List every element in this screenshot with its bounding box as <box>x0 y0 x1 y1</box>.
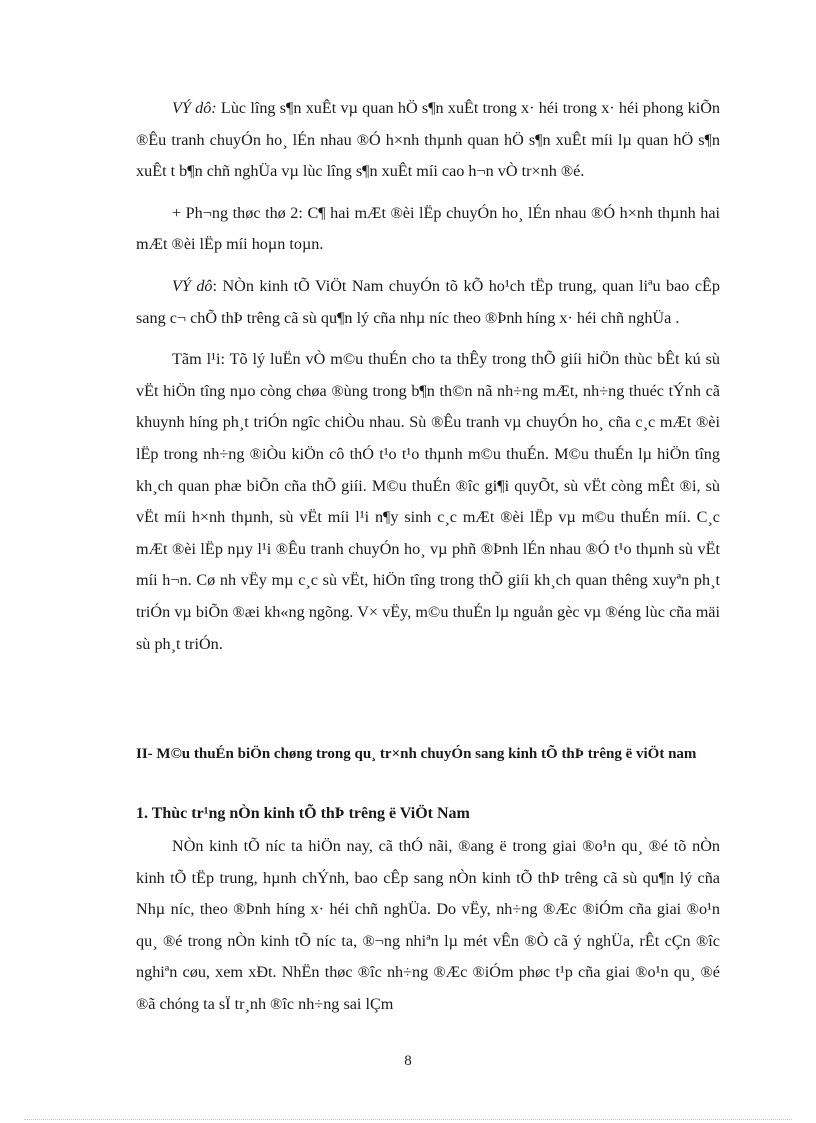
subsection-heading: 1. Thùc tr¹ng nÒn kinh tÕ thÞ trêng ë ViÖt Nam <box>136 805 470 822</box>
section-heading: II- M©u thuÉn biÖn chøng trong qu¸ tr×nh chuyÓn sang kinh tÕ thÞ trêng ë viÖt nam <box>136 746 697 762</box>
section-one-body <box>136 93 720 660</box>
example-label: VÝ dô: <box>172 99 217 117</box>
paragraph-text: Lùc lîng s¶n xuÊt vµ quan hÖ s¶n xuÊt trong x· héi trong x· héi phong kiÕn ®Êu tranh chuyÓn ho¸ lÉn nhau ®Ó h×nh thµnh quan hÖ s¶n xuÊt míi lµ quan hÖ s¶n xuÊt t b¶n chñ nghÜa vµ lùc lîng s¶n xuÊt míi cao h¬n vÒ tr×nh ®é. <box>136 99 720 181</box>
paragraph-text: : NÒn kinh tÕ ViÖt Nam chuyÓn tõ kÕ ho¹ch tËp trung, quan liªu bao cÊp sang c¬ chÕ thÞ trêng cã sù qu¶n lý cña nhµ níc theo ®Þnh híng x· héi chñ nghÜa . <box>136 276 720 327</box>
paragraph-method-2: + Ph¬ng thøc thø 2: C¶ hai mÆt ®èi lËp chuyÓn ho¸ lÉn nhau ®Ó h×nh thµnh hai mÆt ®èi lËp míi hoµn toµn. <box>136 203 720 254</box>
paragraph-current-state: NÒn kinh tÕ níc ta hiÖn nay, cã thÓ nãi, ®ang ë trong giai ®o¹n qu¸ ®é tõ nÒn kinh tÕ tËp trung, hµnh chÝnh, bao cÊp sang nÒn kinh tÕ thÞ trêng cã sù qu¶n lý cña Nhµ níc, theo ®Þnh híng x· héi chñ nghÜa. Do vËy, nh÷ng ®Æc ®iÓm cña giai ®o¹n qu¸ ®é trong nÒn kinh tÕ níc ta, ®¬ng nhiªn lµ mét vÊn ®Ò cã ý nghÜa, rÊt cÇn ®îc nghiªn cøu, xem xÐt. NhËn thøc ®îc nh÷ng ®Æc ®iÓm phøc t¹p cña giai ®o¹n qu¸ ®é ®ã chóng ta sÏ tr¸nh ®îc nh÷ng sai lÇm <box>136 837 720 1013</box>
paragraph-example-2 <box>136 271 720 334</box>
example-label: VÝ dô <box>172 276 213 295</box>
page-bottom-border <box>24 1119 792 1120</box>
paragraph-example-1 <box>136 93 720 188</box>
page-number: 8 <box>404 1053 412 1069</box>
paragraph-summary: Tãm l¹i: Tõ lý luËn vÒ m©u thuÉn cho ta thÊy trong thÕ giíi hiÖn thùc bÊt kú sù vËt hiÖn tîng nµo còng chøa ®ùng trong b¶n th©n nã nh÷ng mÆt, nh÷ng thuéc tÝnh cã khuynh híng ph¸t triÓn ngîc chiÒu nhau. Sù ®Êu tranh vµ chuyÓn ho¸ cña c¸c mÆt ®èi lËp trong nh÷ng ®iÒu kiÖn cô thÓ t¹o t¹o thµnh m©u thuÉn. M©u thuÉn lµ hiÖn tîng kh¸ch quan phæ biÕn cña thÕ giíi. M©u thuÉn ®îc gi¶i quyÕt, sù vËt còng mÊt ®i, sù vËt míi h×nh thµnh, sù vËt míi l¹i n¶y sinh c¸c mÆt ®èi lËp vµ m©u thuÉn míi. C¸c mÆt ®èi lËp nµy l¹i ®Êu tranh chuyÓn ho¸ vµ phñ ®Þnh lÉn nhau ®Ó t¹o thµnh sù vËt míi h¬n. Cø nh vËy mµ c¸c sù vËt, hiÖn tîng trong thÕ giíi kh¸ch quan thêng xuyªn ph¸t triÓn vµ biÕn ®æi kh«ng ngõng. V× vËy, m©u thuÉn lµ nguån gèc vµ ®éng lùc cña mäi sù ph¸t triÓn. <box>136 350 720 653</box>
section-two-body <box>136 831 720 1021</box>
